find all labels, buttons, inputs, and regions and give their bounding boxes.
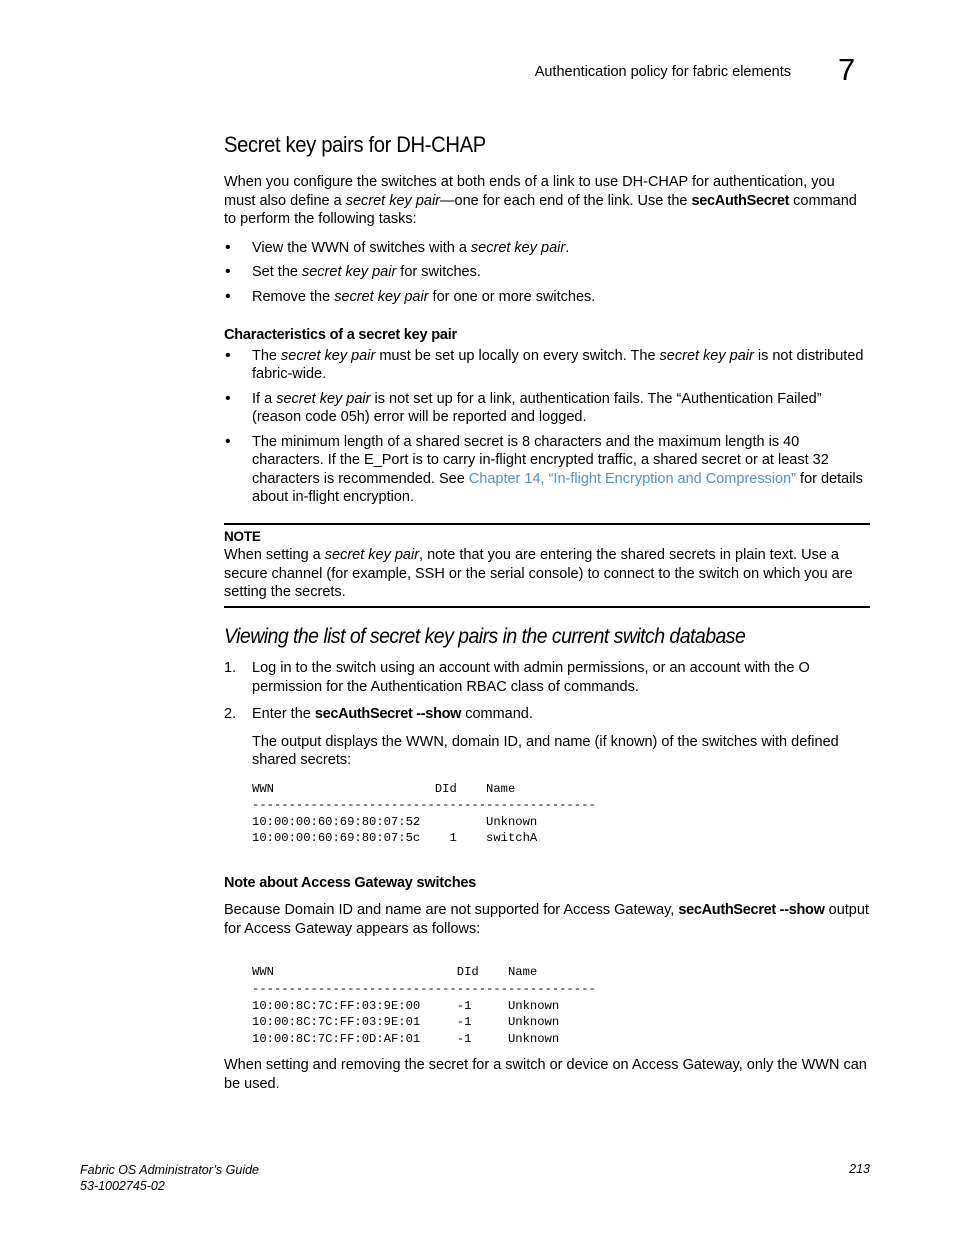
step-list: [224, 659, 870, 724]
access-gateway-heading: Note about Access Gateway switches: [224, 874, 477, 891]
command-name: secAuthSecret: [691, 192, 790, 209]
step-item: 2. Enter the secAuthSecret --show command.: [224, 706, 533, 722]
list-item: • If a secret key pair is not set up for a link, authentication fails. The “Authentication Failed” (reason code 05h) error will be reported and logged.: [224, 390, 870, 427]
page-body: [224, 173, 870, 1093]
command-name: secAuthSecret --show: [678, 902, 825, 919]
code-block-access-gateway: WWN DId Name ----------------------------------------------- 10:00:8C:7C:FF:03:9E:00 -1 Unknown 10:00:8C:7C:FF:03:9E:01 -1 Unknown 10:00:8C:7C:FF:0D:AF:01 -1 Unknown: [252, 965, 596, 1046]
characteristics-list: [224, 347, 870, 507]
task-list: [224, 239, 870, 307]
command-name: secAuthSecret --show: [314, 706, 462, 722]
closing-paragraph: When setting and removing the secret for a switch or device on Access Gateway, only the WWN can be used.: [224, 1057, 867, 1092]
list-item: • View the WWN of switches with a secret key pair.: [224, 239, 870, 258]
characteristics-heading: Characteristics of a secret key pair: [224, 327, 457, 343]
subsection-title: Viewing the list of secret key pairs in the current switch database: [224, 624, 746, 648]
list-item: • Set the secret key pair for switches.: [224, 263, 870, 282]
code-block-secrets: WWN DId Name ----------------------------------------------- 10:00:00:60:69:80:07:52 Unknown 10:00:00:60:69:80:07:5c 1 switchA: [252, 781, 596, 846]
footer-doc-number: 53-1002745-02: [80, 1179, 165, 1193]
output-description: The output displays the WWN, domain ID, and name (if known) of the switches with defined shared secrets:: [252, 733, 839, 768]
section-title: Secret key pairs for DH-CHAP: [224, 132, 486, 157]
chapter-14-link[interactable]: Chapter 14, “In-flight Encryption and Compression”: [468, 470, 797, 487]
page-number: 213: [849, 1162, 870, 1176]
note-label: NOTE: [224, 528, 261, 544]
list-item: • Remove the secret key pair for one or more switches.: [224, 288, 870, 307]
intro-paragraph: When you configure the switches at both ends of a link to use DH-CHAP for authentication, you must also define a secret key pair—one for each end of the link. Use the secAuthSecret command to perform the following tasks:: [224, 174, 857, 227]
running-header-title: Authentication policy for fabric elements: [534, 64, 791, 80]
note-text: When setting a secret key pair, note that you are entering the shared secrets in plain text. Use a secure channel (for example, SSH or the serial console) to connect to the switch on which you are setting the secrets.: [224, 547, 853, 600]
note-box: [224, 523, 870, 608]
chapter-number: 7: [838, 52, 856, 87]
list-item: • The minimum length of a shared secret is 8 characters and the maximum length is 40 characters. If the E_Port is to carry in-flight encrypted traffic, a shared secret or at least 32 characters is recommended. See Chapter 14, “In-flight Encryption and Compression” for details about in-flight encryption.: [224, 433, 870, 507]
step-item: 1. Log in to the switch using an account with admin permissions, or an account with the O permission for the Authentication RBAC class of commands.: [224, 660, 810, 695]
access-gateway-paragraph: Because Domain ID and name are not supported for Access Gateway, secAuthSecret --show output for Access Gateway appears as follows:: [224, 902, 869, 937]
list-item: • The secret key pair must be set up locally on every switch. The secret key pair is not distributed fabric-wide.: [224, 347, 870, 384]
footer-guide-title: Fabric OS Administrator’s Guide: [80, 1163, 259, 1177]
